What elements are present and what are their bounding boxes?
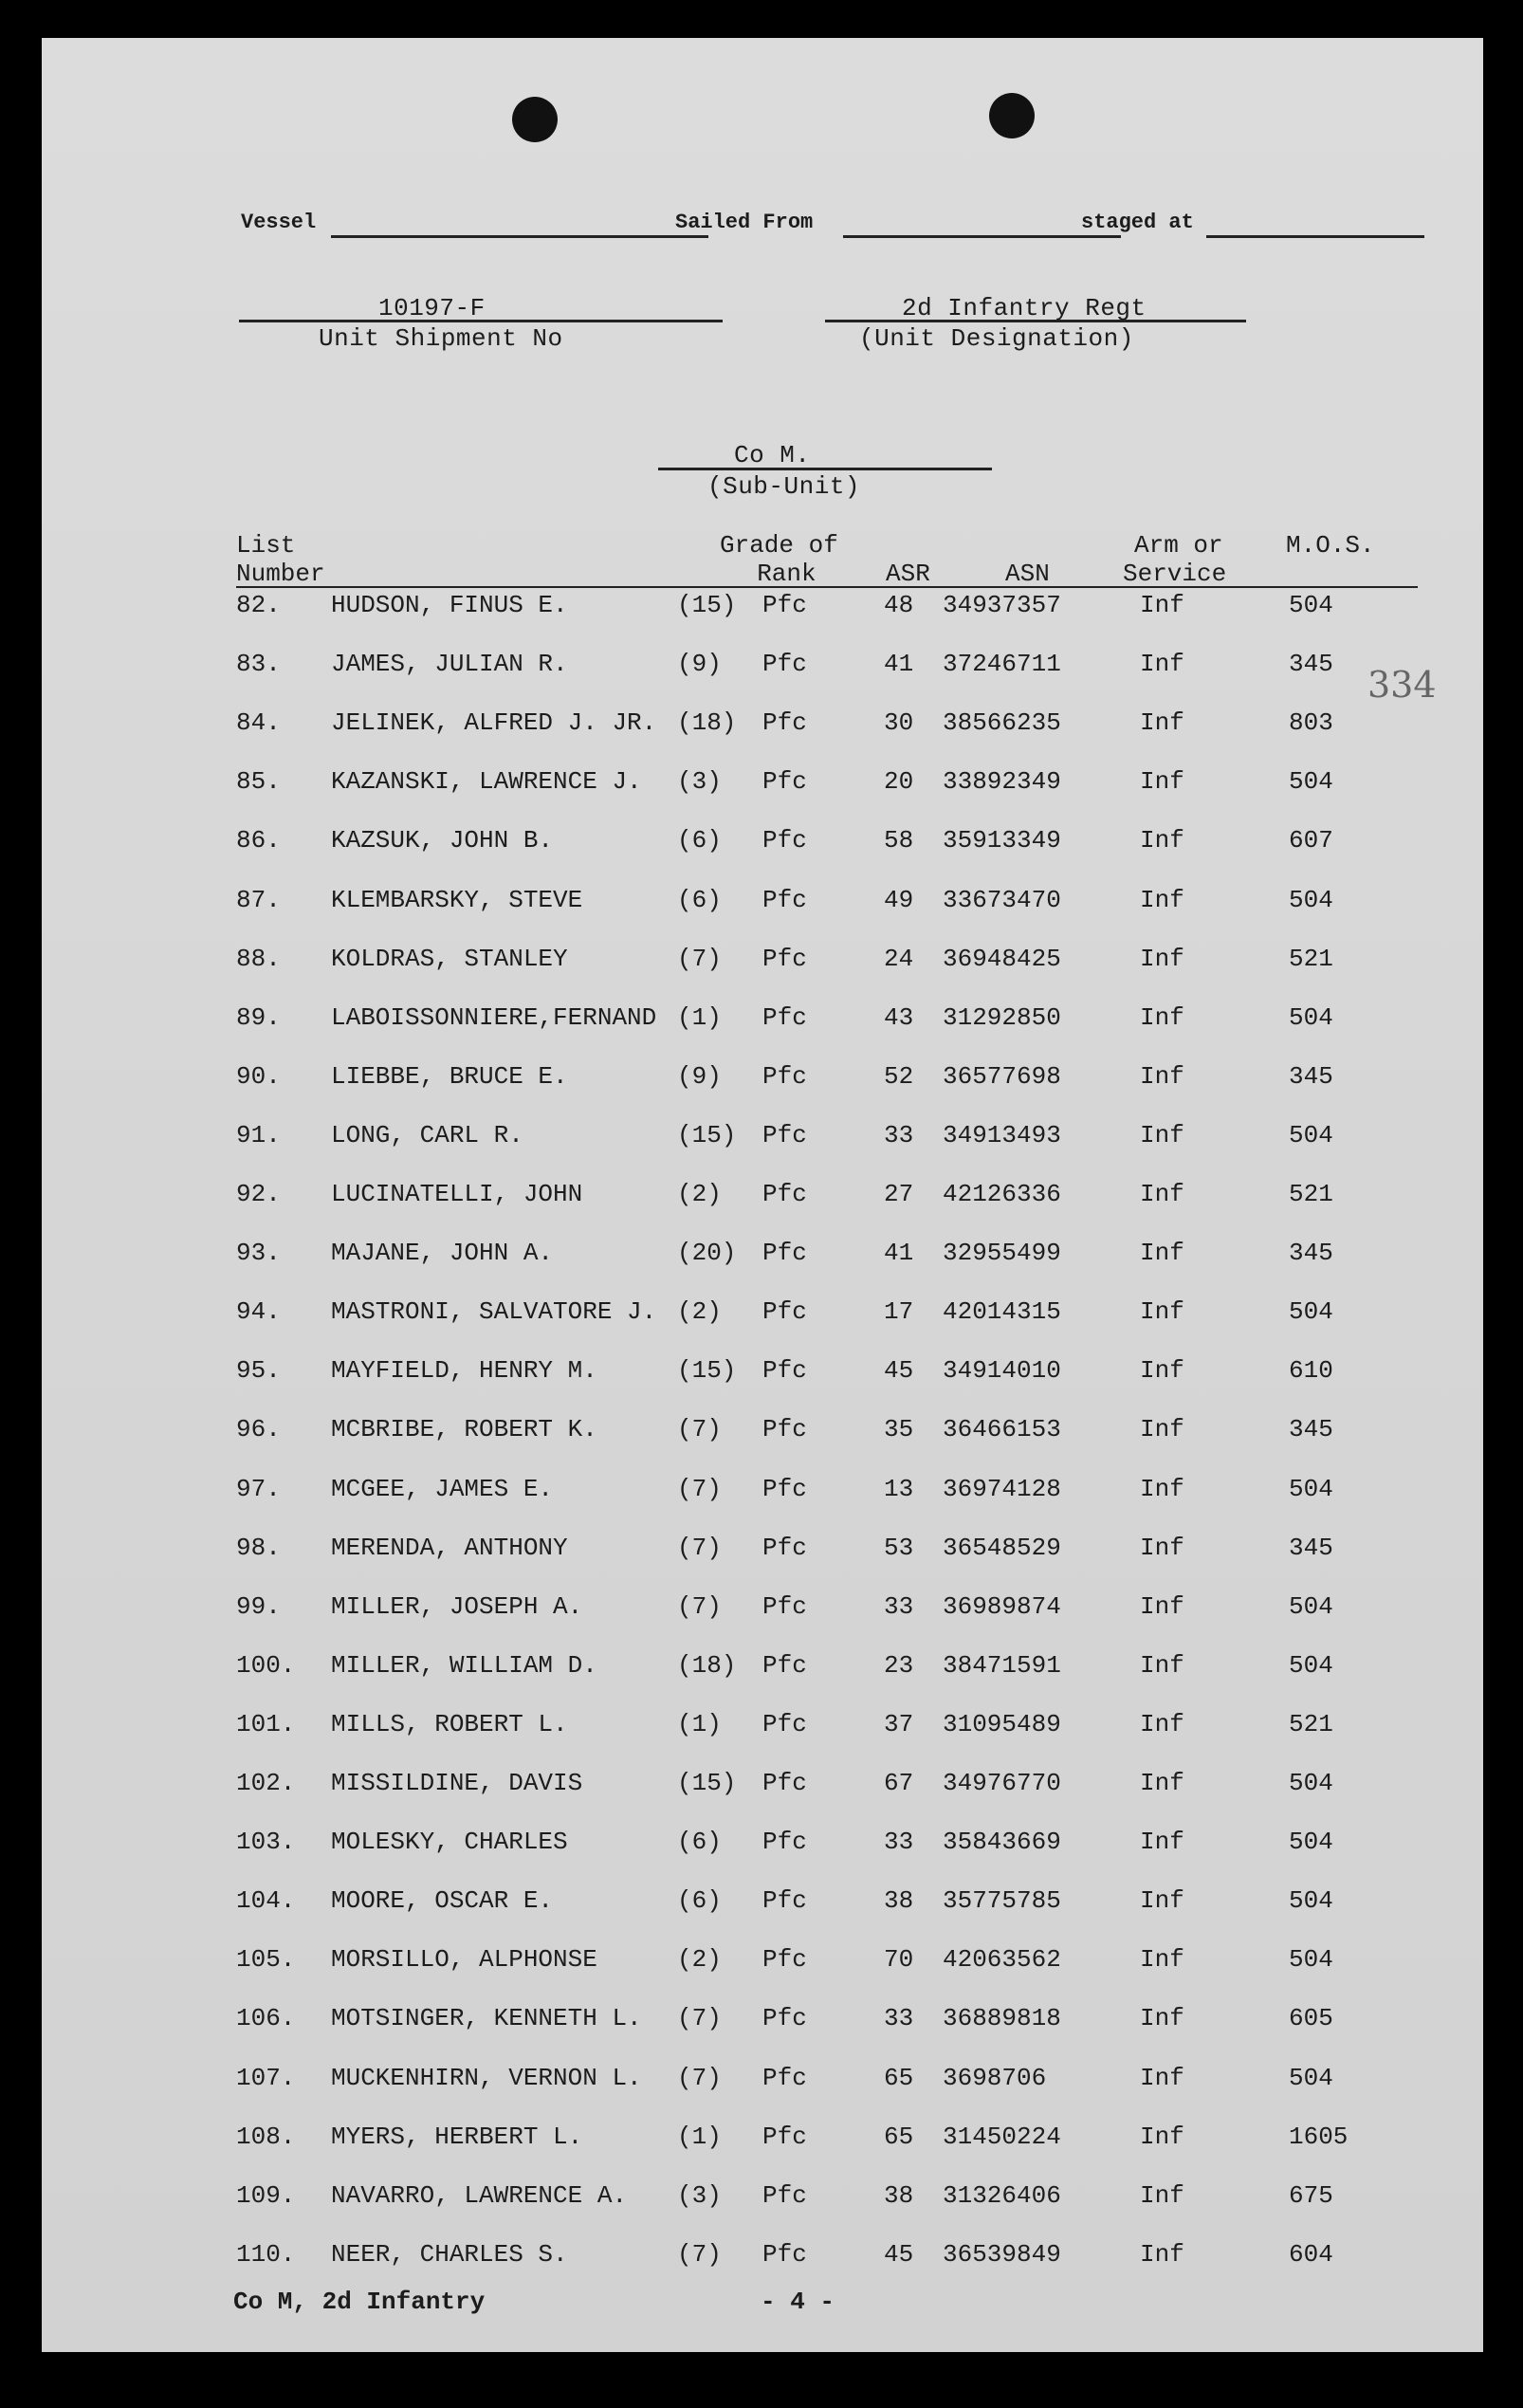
cell-asr: 52 bbox=[884, 1061, 914, 1091]
cell-asr: 37 bbox=[884, 1709, 914, 1738]
cell-rank: Pfc bbox=[762, 1415, 807, 1444]
cell-name: NEER, CHARLES S. bbox=[331, 2239, 568, 2269]
cell-rank: Pfc bbox=[762, 885, 807, 914]
sailed-from-label: Sailed From bbox=[675, 211, 814, 234]
cell-num: 107. bbox=[236, 2063, 296, 2092]
cell-grade: (7) bbox=[677, 2063, 722, 2092]
cell-rank: Pfc bbox=[762, 1533, 807, 1562]
col-grade-rank: Grade of Rank bbox=[720, 531, 838, 588]
cell-num: 105. bbox=[236, 1945, 296, 1975]
cell-name: MOTSINGER, KENNETH L. bbox=[331, 2004, 642, 2033]
staged-at-label: staged at bbox=[1081, 211, 1194, 234]
cell-arm: Inf bbox=[1140, 826, 1184, 855]
cell-mos: 504 bbox=[1289, 1002, 1333, 1032]
cell-mos: 675 bbox=[1289, 2180, 1333, 2210]
cell-asn: 36989874 bbox=[943, 1591, 1061, 1621]
table-row bbox=[42, 1062, 1483, 1100]
cell-arm: Inf bbox=[1140, 1650, 1184, 1680]
cell-mos: 504 bbox=[1289, 591, 1333, 619]
cell-asr: 33 bbox=[884, 1120, 914, 1149]
cell-asr: 43 bbox=[884, 1002, 914, 1032]
table-row bbox=[42, 1239, 1483, 1277]
unit-designation-caption: (Unit Designation) bbox=[859, 324, 1134, 353]
cell-asr: 45 bbox=[884, 2239, 914, 2269]
cell-mos: 504 bbox=[1289, 885, 1333, 914]
cell-num: 88. bbox=[236, 944, 281, 973]
cell-rank: Pfc bbox=[762, 1180, 807, 1208]
cell-grade: (7) bbox=[677, 1474, 722, 1503]
cell-num: 85. bbox=[236, 767, 281, 797]
cell-arm: Inf bbox=[1140, 2122, 1184, 2151]
cell-mos: 1605 bbox=[1289, 2122, 1349, 2151]
cell-rank: Pfc bbox=[762, 1769, 807, 1797]
table-row bbox=[42, 945, 1483, 983]
cell-name: LABOISSONNIERE,FERNAND bbox=[331, 1002, 657, 1032]
cell-arm: Inf bbox=[1140, 1297, 1184, 1327]
col-asr: ASR bbox=[886, 560, 930, 588]
cell-asn: 33673470 bbox=[943, 885, 1061, 914]
cell-grade: (15) bbox=[677, 1356, 737, 1386]
table-row bbox=[42, 1651, 1483, 1689]
unit-designation: 2d Infantry Regt bbox=[902, 294, 1147, 322]
cell-arm: Inf bbox=[1140, 1769, 1184, 1797]
cell-num: 92. bbox=[236, 1180, 281, 1208]
footer-page-number: - 4 - bbox=[761, 2288, 835, 2316]
table-row bbox=[42, 1475, 1483, 1513]
cell-grade: (2) bbox=[677, 1297, 722, 1327]
cell-mos: 504 bbox=[1289, 1769, 1333, 1797]
cell-asr: 38 bbox=[884, 1886, 914, 1916]
cell-name: LIEBBE, BRUCE E. bbox=[331, 1061, 568, 1091]
cell-num: 84. bbox=[236, 708, 281, 738]
col-list-number: List Number bbox=[236, 531, 325, 588]
cell-name: MCGEE, JAMES E. bbox=[331, 1474, 554, 1503]
punch-hole-left bbox=[512, 97, 558, 142]
cell-grade: (9) bbox=[677, 1061, 722, 1091]
cell-arm: Inf bbox=[1140, 944, 1184, 973]
cell-mos: 605 bbox=[1289, 2004, 1333, 2033]
cell-grade: (7) bbox=[677, 2239, 722, 2269]
cell-grade: (6) bbox=[677, 826, 722, 855]
cell-asn: 34914010 bbox=[943, 1356, 1061, 1386]
table-row bbox=[42, 2240, 1483, 2278]
cell-num: 108. bbox=[236, 2122, 296, 2151]
cell-name: HUDSON, FINUS E. bbox=[331, 591, 568, 619]
unit-shipment-line bbox=[239, 320, 723, 322]
cell-asr: 23 bbox=[884, 1650, 914, 1680]
table-row bbox=[42, 886, 1483, 924]
table-row bbox=[42, 1886, 1483, 1924]
cell-name: KAZSUK, JOHN B. bbox=[331, 826, 554, 855]
cell-grade: (7) bbox=[677, 944, 722, 973]
cell-name: JAMES, JULIAN R. bbox=[331, 650, 568, 679]
unit-shipment-caption: Unit Shipment No bbox=[319, 324, 563, 353]
cell-asr: 41 bbox=[884, 1239, 914, 1268]
cell-arm: Inf bbox=[1140, 767, 1184, 797]
cell-rank: Pfc bbox=[762, 2004, 807, 2033]
cell-num: 103. bbox=[236, 1828, 296, 1857]
table-row bbox=[42, 2181, 1483, 2219]
cell-name: MILLER, WILLIAM D. bbox=[331, 1650, 597, 1680]
cell-rank: Pfc bbox=[762, 767, 807, 797]
cell-name: KOLDRAS, STANLEY bbox=[331, 944, 568, 973]
cell-asr: 70 bbox=[884, 1945, 914, 1975]
cell-mos: 604 bbox=[1289, 2239, 1333, 2269]
cell-num: 109. bbox=[236, 2180, 296, 2210]
unit-designation-line bbox=[825, 320, 1246, 322]
cell-num: 87. bbox=[236, 885, 281, 914]
table-row bbox=[42, 1356, 1483, 1394]
cell-arm: Inf bbox=[1140, 885, 1184, 914]
cell-mos: 803 bbox=[1289, 708, 1333, 738]
cell-rank: Pfc bbox=[762, 708, 807, 738]
page-stamp: 334 bbox=[1367, 664, 1437, 706]
cell-asn: 31292850 bbox=[943, 1002, 1061, 1032]
cell-name: KAZANSKI, LAWRENCE J. bbox=[331, 767, 642, 797]
cell-mos: 504 bbox=[1289, 1474, 1333, 1503]
cell-grade: (1) bbox=[677, 2122, 722, 2151]
cell-num: 91. bbox=[236, 1120, 281, 1149]
cell-name: JELINEK, ALFRED J. JR. bbox=[331, 708, 657, 738]
sub-unit-caption: (Sub-Unit) bbox=[707, 472, 861, 501]
cell-mos: 504 bbox=[1289, 767, 1333, 797]
cell-grade: (7) bbox=[677, 1591, 722, 1621]
table-row bbox=[42, 1121, 1483, 1159]
cell-name: MYERS, HERBERT L. bbox=[331, 2122, 583, 2151]
cell-num: 97. bbox=[236, 1474, 281, 1503]
cell-asr: 48 bbox=[884, 591, 914, 619]
cell-grade: (1) bbox=[677, 1002, 722, 1032]
cell-grade: (1) bbox=[677, 1709, 722, 1738]
cell-name: MASTRONI, SALVATORE J. bbox=[331, 1297, 657, 1327]
cell-num: 96. bbox=[236, 1415, 281, 1444]
cell-num: 104. bbox=[236, 1886, 296, 1916]
cell-asn: 38471591 bbox=[943, 1650, 1061, 1680]
cell-asr: 33 bbox=[884, 1828, 914, 1857]
cell-arm: Inf bbox=[1140, 1239, 1184, 1268]
cell-arm: Inf bbox=[1140, 1591, 1184, 1621]
cell-num: 90. bbox=[236, 1061, 281, 1091]
cell-num: 86. bbox=[236, 826, 281, 855]
table-row bbox=[42, 2064, 1483, 2102]
cell-asr: 45 bbox=[884, 1356, 914, 1386]
cell-asr: 53 bbox=[884, 1533, 914, 1562]
cell-asr: 38 bbox=[884, 2180, 914, 2210]
cell-asn: 36889818 bbox=[943, 2004, 1061, 2033]
cell-name: MAYFIELD, HENRY M. bbox=[331, 1356, 597, 1386]
cell-asn: 35775785 bbox=[943, 1886, 1061, 1916]
cell-rank: Pfc bbox=[762, 1474, 807, 1503]
cell-num: 83. bbox=[236, 650, 281, 679]
cell-num: 99. bbox=[236, 1591, 281, 1621]
cell-arm: Inf bbox=[1140, 1945, 1184, 1975]
unit-shipment-no: 10197-F bbox=[378, 294, 486, 322]
cell-grade: (7) bbox=[677, 2004, 722, 2033]
cell-name: MERENDA, ANTHONY bbox=[331, 1533, 568, 1562]
cell-asr: 41 bbox=[884, 650, 914, 679]
sub-unit: Co M. bbox=[734, 441, 811, 469]
cell-name: MAJANE, JOHN A. bbox=[331, 1239, 554, 1268]
table-row bbox=[42, 1592, 1483, 1630]
cell-asr: 33 bbox=[884, 2004, 914, 2033]
cell-asn: 3698706 bbox=[943, 2063, 1047, 2092]
cell-rank: Pfc bbox=[762, 1886, 807, 1916]
vessel-line bbox=[331, 235, 708, 238]
cell-name: KLEMBARSKY, STEVE bbox=[331, 885, 583, 914]
cell-num: 106. bbox=[236, 2004, 296, 2033]
cell-asr: 65 bbox=[884, 2122, 914, 2151]
cell-asn: 36577698 bbox=[943, 1061, 1061, 1091]
cell-asn: 38566235 bbox=[943, 708, 1061, 738]
cell-rank: Pfc bbox=[762, 944, 807, 973]
cell-mos: 521 bbox=[1289, 1180, 1333, 1208]
cell-arm: Inf bbox=[1140, 2180, 1184, 2210]
cell-arm: Inf bbox=[1140, 591, 1184, 619]
cell-grade: (2) bbox=[677, 1180, 722, 1208]
cell-grade: (7) bbox=[677, 1415, 722, 1444]
footer-unit: Co M, 2d Infantry bbox=[233, 2288, 486, 2316]
cell-name: MILLS, ROBERT L. bbox=[331, 1709, 568, 1738]
cell-mos: 345 bbox=[1289, 1533, 1333, 1562]
cell-rank: Pfc bbox=[762, 1945, 807, 1975]
cell-asr: 33 bbox=[884, 1591, 914, 1621]
cell-asn: 34937357 bbox=[943, 591, 1061, 619]
cell-asn: 36539849 bbox=[943, 2239, 1061, 2269]
cell-asn: 31450224 bbox=[943, 2122, 1061, 2151]
cell-grade: (6) bbox=[677, 1886, 722, 1916]
header-rule bbox=[236, 586, 1418, 588]
cell-asn: 36948425 bbox=[943, 944, 1061, 973]
col-arm-service: Arm or Service bbox=[1123, 531, 1227, 588]
document-page bbox=[42, 38, 1483, 2352]
cell-name: LUCINATELLI, JOHN bbox=[331, 1180, 583, 1208]
cell-rank: Pfc bbox=[762, 1356, 807, 1386]
cell-rank: Pfc bbox=[762, 1709, 807, 1738]
cell-grade: (6) bbox=[677, 1828, 722, 1857]
cell-rank: Pfc bbox=[762, 2122, 807, 2151]
cell-mos: 521 bbox=[1289, 1709, 1333, 1738]
table-row bbox=[42, 1297, 1483, 1335]
cell-asr: 35 bbox=[884, 1415, 914, 1444]
cell-mos: 345 bbox=[1289, 650, 1333, 679]
cell-num: 102. bbox=[236, 1769, 296, 1797]
cell-mos: 521 bbox=[1289, 944, 1333, 973]
cell-asr: 20 bbox=[884, 767, 914, 797]
cell-asr: 24 bbox=[884, 944, 914, 973]
cell-mos: 504 bbox=[1289, 1828, 1333, 1857]
cell-name: MOORE, OSCAR E. bbox=[331, 1886, 554, 1916]
cell-arm: Inf bbox=[1140, 1061, 1184, 1091]
table-row bbox=[42, 708, 1483, 746]
cell-grade: (3) bbox=[677, 2180, 722, 2210]
cell-asn: 36466153 bbox=[943, 1415, 1061, 1444]
staged-at-line bbox=[1206, 235, 1424, 238]
table-row bbox=[42, 650, 1483, 688]
cell-asn: 34913493 bbox=[943, 1120, 1061, 1149]
cell-arm: Inf bbox=[1140, 1120, 1184, 1149]
cell-rank: Pfc bbox=[762, 591, 807, 619]
cell-grade: (3) bbox=[677, 767, 722, 797]
cell-arm: Inf bbox=[1140, 1533, 1184, 1562]
cell-arm: Inf bbox=[1140, 1002, 1184, 1032]
cell-asn: 31095489 bbox=[943, 1709, 1061, 1738]
cell-arm: Inf bbox=[1140, 1180, 1184, 1208]
cell-asn: 35843669 bbox=[943, 1828, 1061, 1857]
cell-name: MUCKENHIRN, VERNON L. bbox=[331, 2063, 642, 2092]
cell-num: 95. bbox=[236, 1356, 281, 1386]
table-row bbox=[42, 1828, 1483, 1866]
cell-mos: 345 bbox=[1289, 1415, 1333, 1444]
cell-mos: 504 bbox=[1289, 1297, 1333, 1327]
table-row bbox=[42, 2123, 1483, 2160]
cell-num: 110. bbox=[236, 2239, 296, 2269]
table-row bbox=[42, 826, 1483, 864]
cell-mos: 607 bbox=[1289, 826, 1333, 855]
cell-arm: Inf bbox=[1140, 1828, 1184, 1857]
table-row bbox=[42, 1003, 1483, 1041]
cell-grade: (18) bbox=[677, 708, 737, 738]
cell-asn: 31326406 bbox=[943, 2180, 1061, 2210]
cell-mos: 610 bbox=[1289, 1356, 1333, 1386]
cell-mos: 504 bbox=[1289, 1650, 1333, 1680]
table-row bbox=[42, 1180, 1483, 1218]
cell-arm: Inf bbox=[1140, 650, 1184, 679]
cell-asr: 65 bbox=[884, 2063, 914, 2092]
cell-grade: (6) bbox=[677, 885, 722, 914]
cell-rank: Pfc bbox=[762, 1650, 807, 1680]
table-row bbox=[42, 1415, 1483, 1453]
cell-arm: Inf bbox=[1140, 2063, 1184, 2092]
cell-name: LONG, CARL R. bbox=[331, 1120, 523, 1149]
cell-asn: 42014315 bbox=[943, 1297, 1061, 1327]
table-row bbox=[42, 1710, 1483, 1748]
cell-arm: Inf bbox=[1140, 1474, 1184, 1503]
cell-asr: 58 bbox=[884, 826, 914, 855]
cell-rank: Pfc bbox=[762, 1828, 807, 1857]
cell-asr: 30 bbox=[884, 708, 914, 738]
table-row bbox=[42, 1534, 1483, 1572]
cell-rank: Pfc bbox=[762, 1297, 807, 1327]
cell-asr: 49 bbox=[884, 885, 914, 914]
cell-num: 93. bbox=[236, 1239, 281, 1268]
cell-asn: 33892349 bbox=[943, 767, 1061, 797]
cell-arm: Inf bbox=[1140, 2239, 1184, 2269]
cell-arm: Inf bbox=[1140, 1356, 1184, 1386]
cell-mos: 345 bbox=[1289, 1061, 1333, 1091]
cell-mos: 504 bbox=[1289, 1886, 1333, 1916]
cell-name: MILLER, JOSEPH A. bbox=[331, 1591, 583, 1621]
table-row bbox=[42, 591, 1483, 629]
cell-grade: (18) bbox=[677, 1650, 737, 1680]
cell-name: NAVARRO, LAWRENCE A. bbox=[331, 2180, 628, 2210]
punch-hole-right bbox=[989, 93, 1035, 138]
cell-name: MOLESKY, CHARLES bbox=[331, 1828, 568, 1857]
cell-asn: 36974128 bbox=[943, 1474, 1061, 1503]
cell-num: 94. bbox=[236, 1297, 281, 1327]
sailed-from-line bbox=[843, 235, 1121, 238]
cell-rank: Pfc bbox=[762, 1061, 807, 1091]
col-mos: M.O.S. bbox=[1286, 531, 1375, 560]
table-row bbox=[42, 2004, 1483, 2042]
cell-rank: Pfc bbox=[762, 826, 807, 855]
vessel-label: Vessel bbox=[241, 211, 317, 234]
cell-asr: 17 bbox=[884, 1297, 914, 1327]
cell-mos: 504 bbox=[1289, 1120, 1333, 1149]
cell-grade: (15) bbox=[677, 1769, 737, 1797]
cell-asr: 13 bbox=[884, 1474, 914, 1503]
cell-rank: Pfc bbox=[762, 1239, 807, 1268]
cell-asn: 36548529 bbox=[943, 1533, 1061, 1562]
cell-asn: 32955499 bbox=[943, 1239, 1061, 1268]
cell-name: MISSILDINE, DAVIS bbox=[331, 1769, 583, 1797]
cell-asn: 42126336 bbox=[943, 1180, 1061, 1208]
cell-rank: Pfc bbox=[762, 2239, 807, 2269]
cell-arm: Inf bbox=[1140, 1886, 1184, 1916]
cell-rank: Pfc bbox=[762, 1002, 807, 1032]
cell-arm: Inf bbox=[1140, 1415, 1184, 1444]
cell-grade: (9) bbox=[677, 650, 722, 679]
cell-asn: 34976770 bbox=[943, 1769, 1061, 1797]
cell-arm: Inf bbox=[1140, 708, 1184, 738]
cell-mos: 345 bbox=[1289, 1239, 1333, 1268]
cell-name: MORSILLO, ALPHONSE bbox=[331, 1945, 597, 1975]
cell-mos: 504 bbox=[1289, 1591, 1333, 1621]
table-row bbox=[42, 767, 1483, 805]
cell-rank: Pfc bbox=[762, 1120, 807, 1149]
cell-rank: Pfc bbox=[762, 2180, 807, 2210]
cell-rank: Pfc bbox=[762, 2063, 807, 2092]
cell-asr: 27 bbox=[884, 1180, 914, 1208]
cell-mos: 504 bbox=[1289, 2063, 1333, 2092]
cell-num: 101. bbox=[236, 1709, 296, 1738]
cell-arm: Inf bbox=[1140, 2004, 1184, 2033]
cell-asn: 37246711 bbox=[943, 650, 1061, 679]
cell-num: 82. bbox=[236, 591, 281, 619]
table-row bbox=[42, 1945, 1483, 1983]
table-row bbox=[42, 1769, 1483, 1807]
cell-grade: (20) bbox=[677, 1239, 737, 1268]
cell-num: 98. bbox=[236, 1533, 281, 1562]
cell-num: 100. bbox=[236, 1650, 296, 1680]
cell-rank: Pfc bbox=[762, 1591, 807, 1621]
cell-asn: 35913349 bbox=[943, 826, 1061, 855]
cell-asr: 67 bbox=[884, 1769, 914, 1797]
cell-mos: 504 bbox=[1289, 1945, 1333, 1975]
cell-grade: (2) bbox=[677, 1945, 722, 1975]
cell-asn: 42063562 bbox=[943, 1945, 1061, 1975]
col-asn: ASN bbox=[1005, 560, 1050, 588]
sub-unit-line bbox=[658, 468, 992, 470]
cell-rank: Pfc bbox=[762, 650, 807, 679]
cell-name: MCBRIBE, ROBERT K. bbox=[331, 1415, 597, 1444]
cell-num: 89. bbox=[236, 1002, 281, 1032]
cell-arm: Inf bbox=[1140, 1709, 1184, 1738]
cell-grade: (15) bbox=[677, 591, 737, 619]
cell-grade: (15) bbox=[677, 1120, 737, 1149]
cell-grade: (7) bbox=[677, 1533, 722, 1562]
